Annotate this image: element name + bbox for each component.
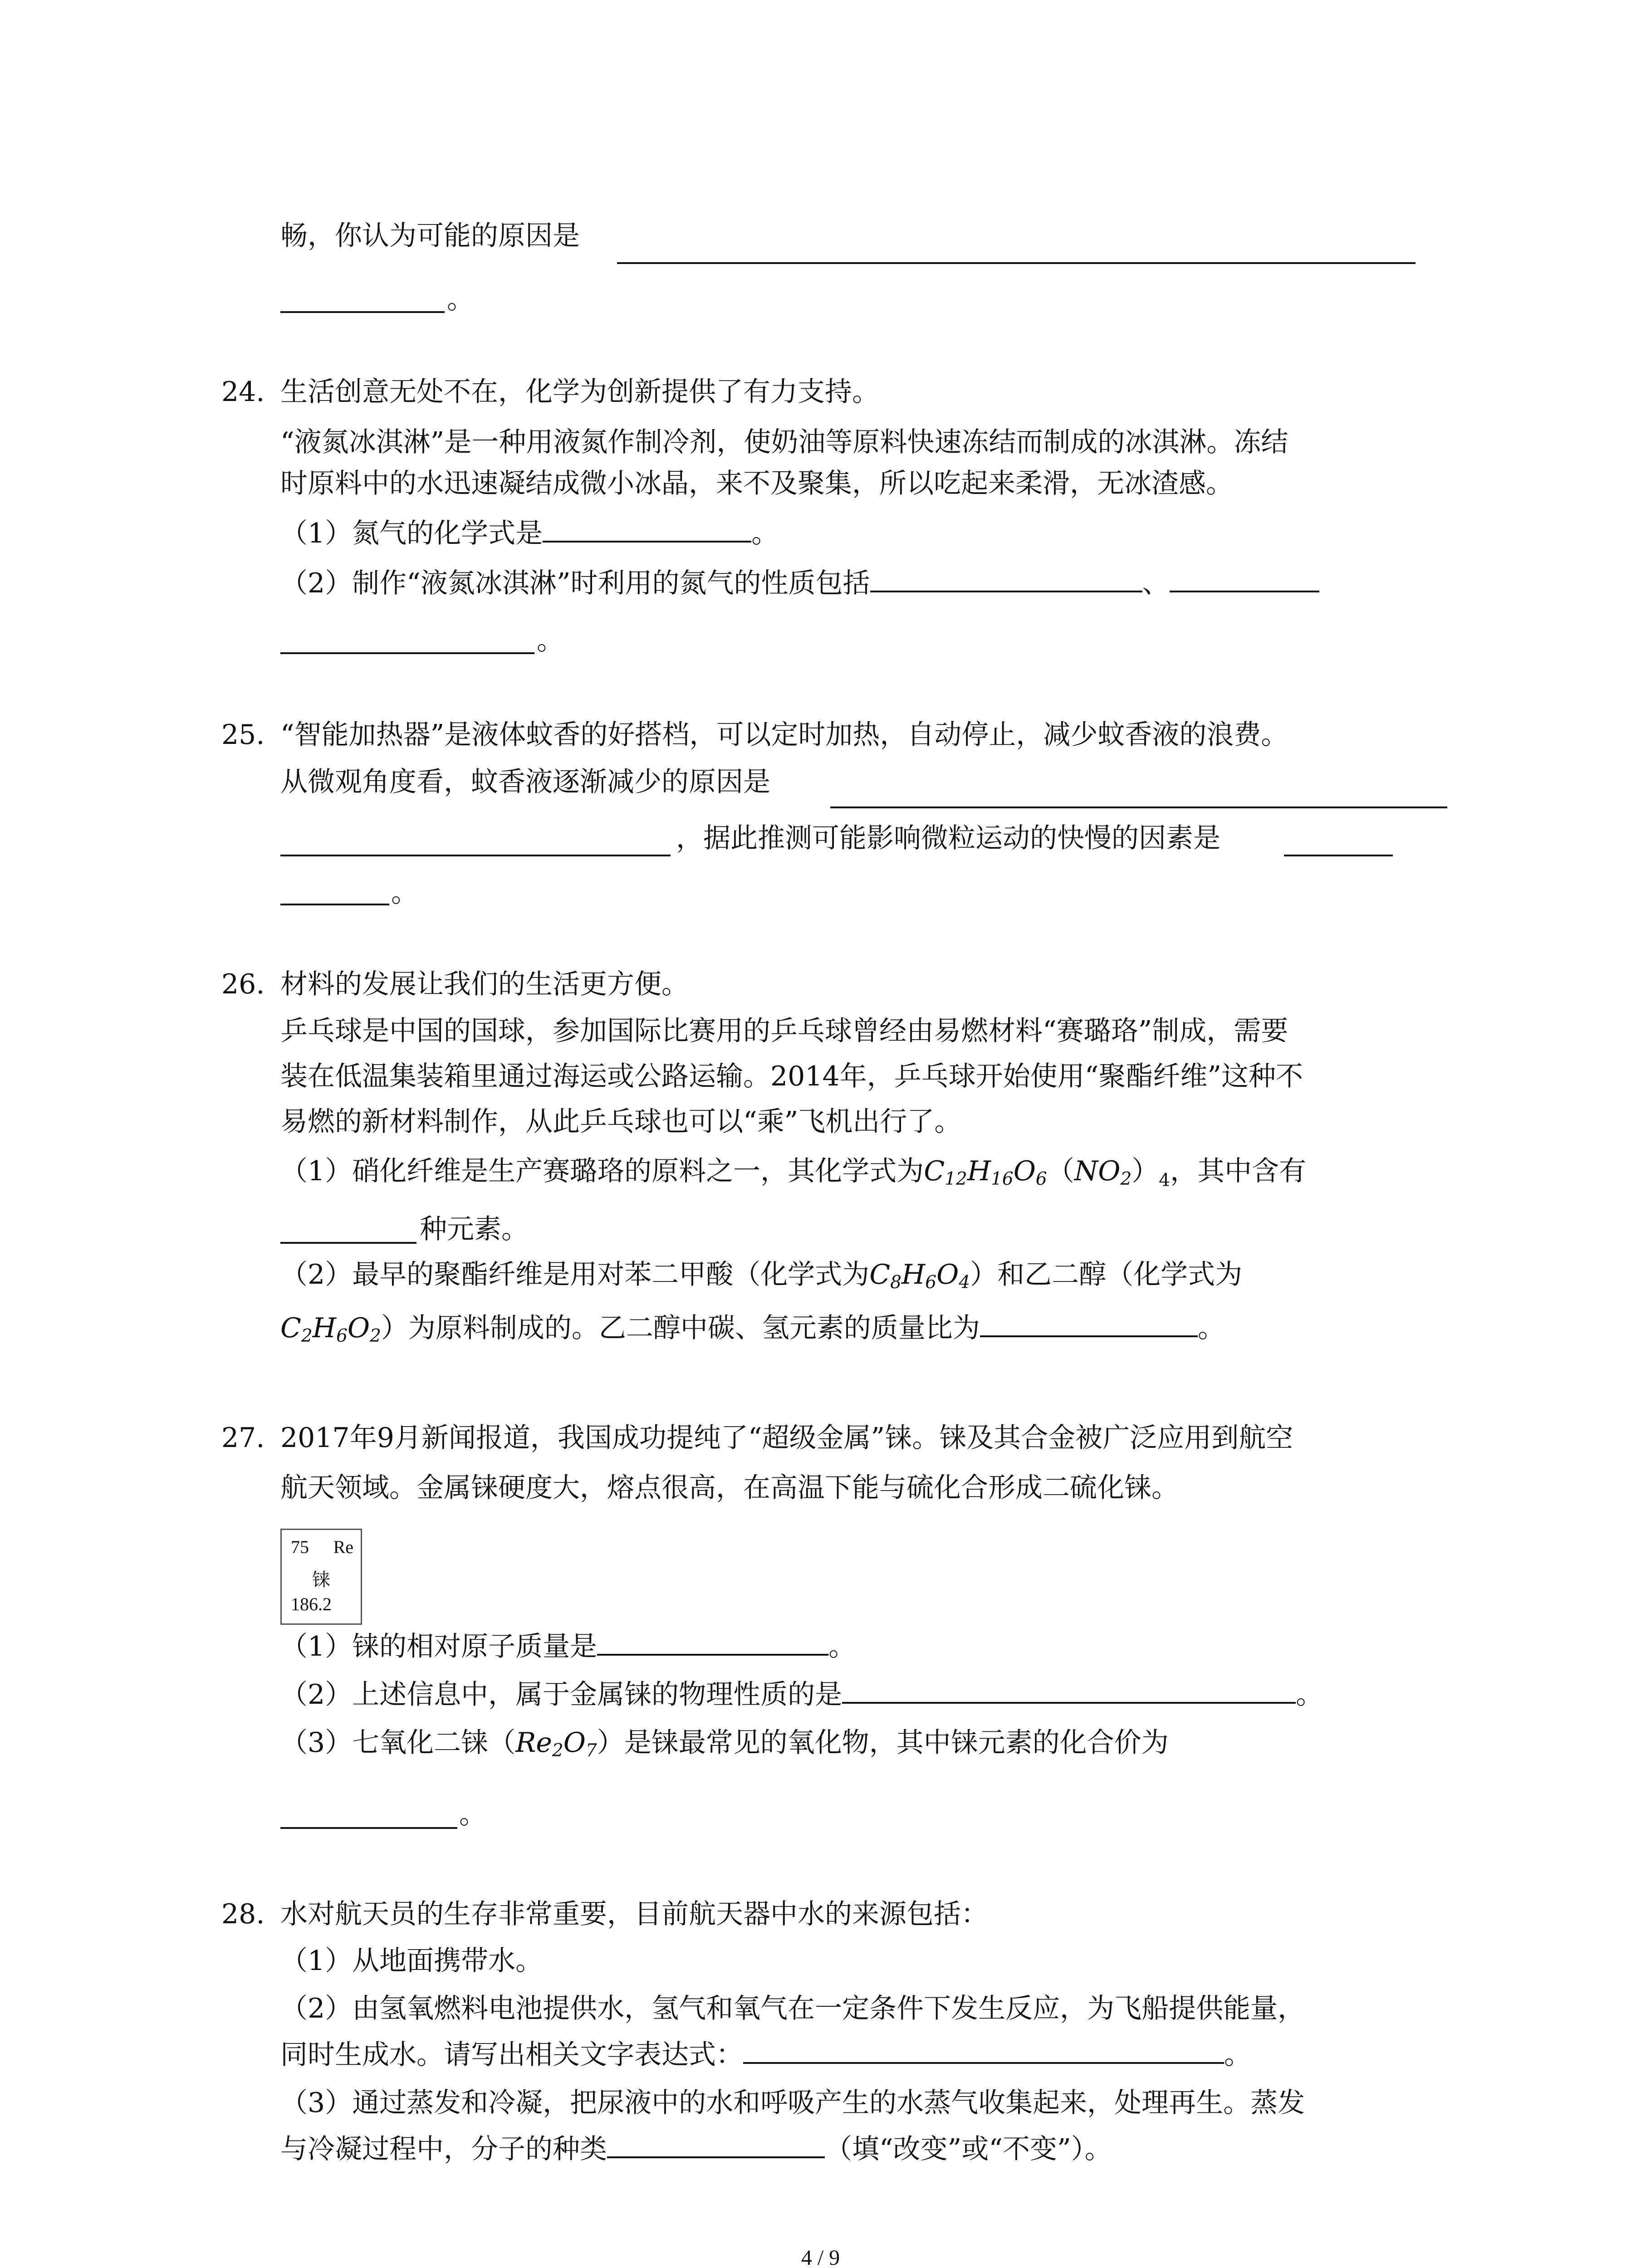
atomic-number: 75 <box>291 1537 309 1557</box>
q25-line2: 从微观角度看，蚊香液逐渐减少的原因是 <box>280 766 770 798</box>
q28-sub2-blank[interactable] <box>743 2062 1224 2064</box>
q28-sub2: （2）由氢氧燃料电池提供水，氢气和氧气在一定条件下发生反应，为飞船提供能量， <box>280 1993 1305 2024</box>
q24-para-line2: 时原料中的水迅速凝结成微小冰晶，来不及聚集，所以吃起来柔滑，无冰渣感。 <box>280 468 1233 499</box>
nitrocellulose-formula: $C_{12}H_{16}O_6$ <box>924 1155 1047 1189</box>
q24-sub1 <box>280 520 779 547</box>
q24-sub2-blank-2[interactable] <box>1170 590 1319 592</box>
q27-sub2-blank[interactable] <box>842 1701 1296 1704</box>
terephthalic-acid-formula: $C_8H_6O_4$ <box>869 1259 970 1293</box>
q27-number: 27. <box>221 1422 265 1454</box>
q26-para-line2: 装在低温集装箱里通过海运或公路运输。2014年，乒乓球开始使用“聚酯纤维”这种不 <box>280 1061 1303 1092</box>
q28-sub2-line2 <box>280 2039 1251 2071</box>
q28-sub2b-text: 同时生成水。请写出相关文字表达式： <box>280 2039 743 2071</box>
q28-sub3-blank[interactable] <box>607 2156 825 2158</box>
element-symbol: Re <box>333 1537 353 1557</box>
q25-blank-3[interactable] <box>1284 855 1393 856</box>
ethylene-glycol-formula: $C_2H_6O_2$ <box>280 1312 381 1346</box>
q25-number: 25. <box>221 719 265 751</box>
q24-number: 24. <box>221 376 265 408</box>
q24-sub2-end: 。 <box>537 625 564 656</box>
q26-sub2-mid: ）和乙二醇（化学式为 <box>970 1259 1243 1290</box>
q25-line1: “智能加热器”是液体蚊香的好搭档，可以定时加热，自动停止，减少蚊香液的浪费。 <box>280 719 1288 751</box>
q28-sub2-end: 。 <box>1224 2039 1251 2071</box>
q28-sub3-tail: （填“改变”或“不变”）。 <box>825 2133 1112 2165</box>
q24-sub1-blank[interactable] <box>543 540 751 543</box>
atomic-mass: 186.2 <box>291 1594 332 1614</box>
q27-sub3-blank[interactable] <box>280 1827 457 1829</box>
q27-sub1-end: 。 <box>828 1631 856 1662</box>
q28-sub3: （3）通过蒸发和冷凝，把尿液中的水和呼吸产生的水蒸气收集起来，处理再生。蒸发 <box>280 2087 1305 2119</box>
q23-text: 畅，你认为可能的原因是 <box>280 220 580 252</box>
q26-intro: 材料的发展让我们的生活更方便。 <box>280 968 689 1000</box>
q26-sub1-line2: 种元素。 <box>420 1213 529 1245</box>
element-name: 铼 <box>312 1569 330 1590</box>
q25-end: 。 <box>391 877 418 909</box>
q23-line <box>280 220 580 252</box>
q27-sub3: （3）七氧化二铼$(Re_2O_7)$是铼最常见的氧化物，其中铼元素的化合价为 <box>280 1727 1169 1761</box>
q25-blank-4[interactable] <box>280 904 389 905</box>
q25-blank-1[interactable] <box>830 807 1447 808</box>
q27-line1: 2017年9月新闻报道，我国成功提纯了“超级金属”铼。铼及其合金被广泛应用到航空 <box>280 1422 1293 1454</box>
q27-sub2-end: 。 <box>1296 1679 1323 1711</box>
q26-sub2 <box>280 1261 1242 1291</box>
q26-sub1: （1）硝化纤维是生产赛璐珞的原料之一，其化学式为$C_{12}H_{16}O_6(NO_2)_4$，其中含有 <box>280 1155 1307 1191</box>
q24-intro: 生活创意无处不在，化学为创新提供了有力支持。 <box>280 376 879 408</box>
q26-sub2-end: 。 <box>1197 1312 1225 1344</box>
q26-sub2-text: （2）最早的聚酯纤维是用对苯二甲酸（化学式为 <box>280 1259 870 1290</box>
q26-sub2-blank[interactable] <box>980 1335 1198 1337</box>
q24-sub2-blank-1[interactable] <box>870 590 1142 592</box>
q24-sub1-end: 。 <box>751 518 779 549</box>
q27-line2: 航天领域。金属铼硬度大，熔点很高，在高温下能与硫化合形成二硫化铼。 <box>280 1472 1179 1504</box>
rhenium-heptoxide-formula: $Re_2O_7$ <box>515 1727 597 1761</box>
q27-sub3-end: 。 <box>459 1799 486 1830</box>
q24-sub2-text: （2）制作“液氮冰淇淋”时利用的氮气的性质包括 <box>280 567 870 599</box>
q26-para-line3: 易燃的新材料制作，从此乒乓球也可以“乘”飞机出行了。 <box>280 1106 962 1138</box>
q24-para-line1: “液氮冰淇淋”是一种用液氮作制冷剂，使奶油等原料快速冻结而制成的冰淇淋。冻结 <box>280 426 1288 458</box>
q24-sub2-sep: 、 <box>1142 567 1170 599</box>
q27-sub1-blank[interactable] <box>597 1653 828 1656</box>
q26-sub2-line2 <box>280 1312 1225 1346</box>
page-number: 4 / 9 <box>801 2246 840 2268</box>
q28-sub3b-text: 与冷凝过程中，分子的种类 <box>280 2133 607 2165</box>
q24-sub1-text: （1）氮气的化学式是 <box>280 518 543 549</box>
q23-end: 。 <box>447 284 474 315</box>
q26-sub1-text: （1）硝化纤维是生产赛璐珞的原料之一，其化学式为 <box>280 1155 924 1187</box>
q23-answer-blank-1[interactable] <box>617 262 1416 264</box>
q25-blank-2[interactable] <box>280 855 671 856</box>
q26-sub2-tail: ）为原料制成的。乙二醇中碳、氢元素的质量比为 <box>381 1312 980 1344</box>
q26-sub1-tail: ，其中含有 <box>1170 1155 1307 1187</box>
q28-sub1: （1）从地面携带水。 <box>280 1945 543 1977</box>
q23-answer-blank-2[interactable] <box>280 311 445 313</box>
rhenium-element-card <box>280 1529 362 1625</box>
q25-line3: ，据此推测可能影响微粒运动的快慢的因素是 <box>676 822 1220 854</box>
q24-sub2-blank-3[interactable] <box>280 652 534 654</box>
q26-sub1-blank[interactable] <box>280 1242 416 1244</box>
q26-para-line1: 乒乓球是中国的国球，参加国际比赛用的乒乓球曾经由易燃材料“赛璐珞”制成，需要 <box>280 1015 1288 1047</box>
q27-sub1-text: （1）铼的相对原子质量是 <box>280 1631 598 1662</box>
q27-sub2 <box>280 1679 1323 1711</box>
q28-number: 28. <box>221 1898 265 1930</box>
q24-sub2 <box>280 567 1319 599</box>
q28-sub3-line2 <box>280 2133 1112 2165</box>
q26-number: 26. <box>221 968 265 1000</box>
q28-intro: 水对航天员的生存非常重要，目前航天器中水的来源包括： <box>280 1898 988 1930</box>
q27-sub1 <box>280 1633 856 1660</box>
q27-sub2-text: （2）上述信息中，属于金属铼的物理性质的是 <box>280 1679 843 1711</box>
